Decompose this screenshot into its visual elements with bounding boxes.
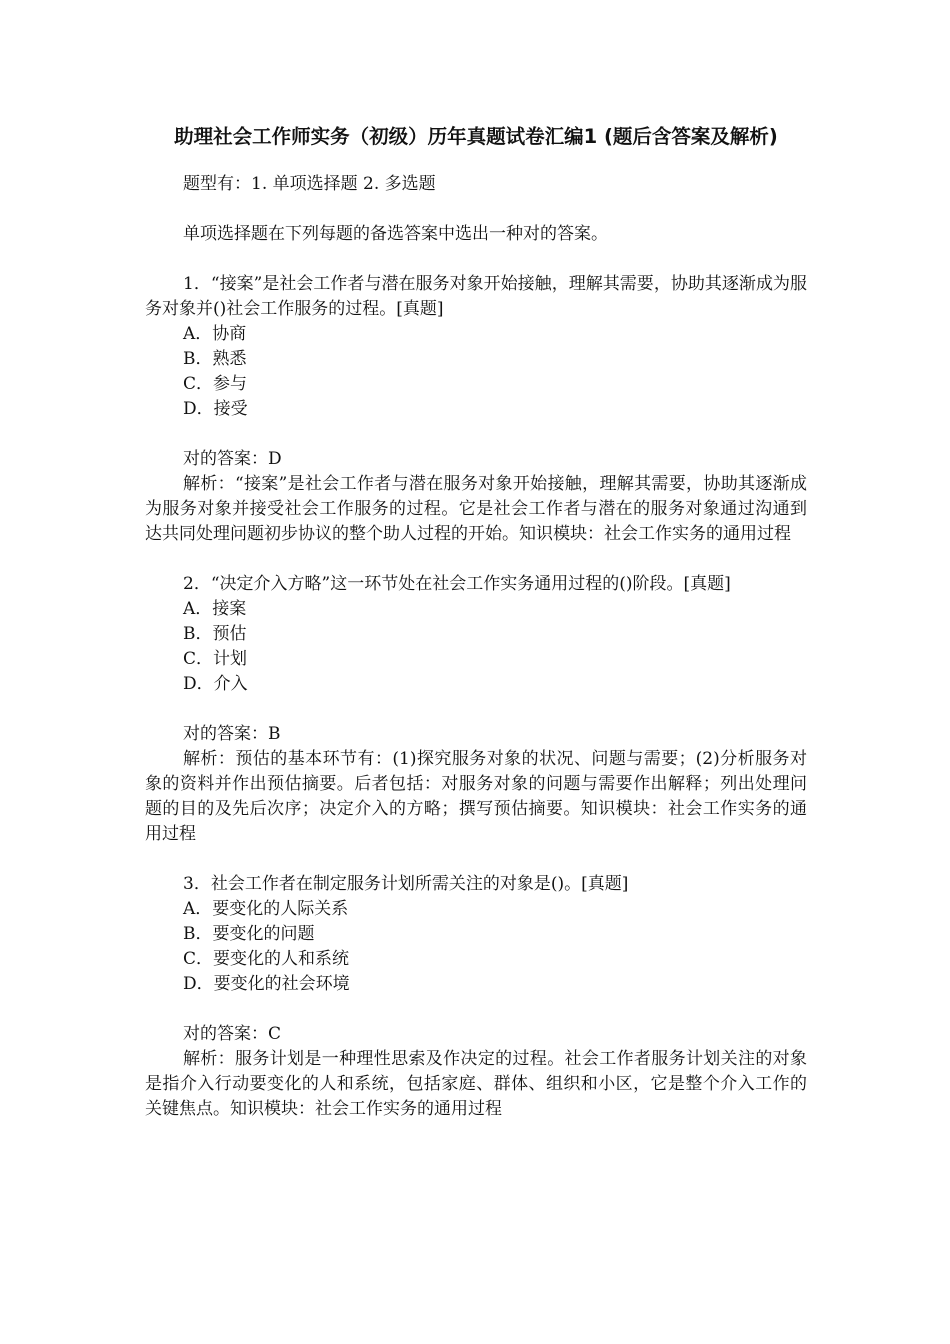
option-d: D．介入 (183, 674, 248, 694)
analysis-text: 解析：预估的基本环节有：(1)探究服务对象的状况、问题与需要；(2)分析服务对象的资料并作出预估摘要。后者包括：对服务对象的问题与需要作出解释；列出处理问题的目的及先后次序；决定介入的方略；撰写预估摘要。知识模块：社会工作实务的通用过程 (145, 749, 807, 844)
option-a: A．接案 (183, 599, 247, 619)
option-a: A．要变化的人际关系 (183, 899, 349, 919)
option-a: A．协商 (183, 324, 247, 344)
option-c: C．计划 (183, 649, 248, 669)
section-heading: 单项选择题在下列每题的备选答案中选出一种对的答案。 (183, 224, 608, 244)
question-1 (145, 272, 807, 547)
option-b: B．要变化的问题 (183, 924, 315, 944)
option-c: C．要变化的人和系统 (183, 949, 350, 969)
answer-line: 对的答案：D (183, 449, 282, 469)
option-b: B．预估 (183, 624, 247, 644)
document-page (145, 124, 807, 1122)
option-d: D．接受 (183, 399, 248, 419)
answer-line: 对的答案：B (183, 724, 281, 744)
question-3 (145, 872, 807, 1122)
option-d: D．要变化的社会环境 (183, 974, 350, 994)
option-b: B．熟悉 (183, 349, 247, 369)
question-types-line: 题型有：1. 单项选择题 2. 多选题 (183, 174, 436, 194)
document-title: 助理社会工作师实务（初级）历年真题试卷汇编1 (题后含答案及解析) (174, 125, 778, 148)
analysis-text: 解析：“接案”是社会工作者与潜在服务对象开始接触，理解其需要，协助其逐渐成 为服务对象并接受社会工作服务的过程。它是社会工作者与潜在的服务对象通过沟通到达共同处理问题初步协议的整个助人过程的开始。知识模块：社会工作实务的通用过程 (145, 474, 807, 544)
analysis-text: 解析：服务计划是一种理性思索及作决定的过程。社会工作者服务计划关注的对象是指介入行动要变化的人和系统，包括家庭、群体、组织和小区，它是整个介入工作的关键焦点。知识模块：社会工作实务的通用过程 (145, 1049, 807, 1119)
option-c: C．参与 (183, 374, 248, 394)
question-stem: 1．“接案”是社会工作者与潜在服务对象开始接触，理解其需要，协助其逐渐成为服务对象并()社会工作服务的过程。[真题] (145, 274, 807, 319)
answer-line: 对的答案：C (183, 1024, 282, 1044)
question-2 (145, 572, 807, 847)
question-stem: 2．“决定介入方略”这一环节处在社会工作实务通用过程的()阶段。[真题] (183, 574, 731, 594)
question-stem: 3．社会工作者在制定服务计划所需关注的对象是()。[真题] (183, 874, 629, 894)
